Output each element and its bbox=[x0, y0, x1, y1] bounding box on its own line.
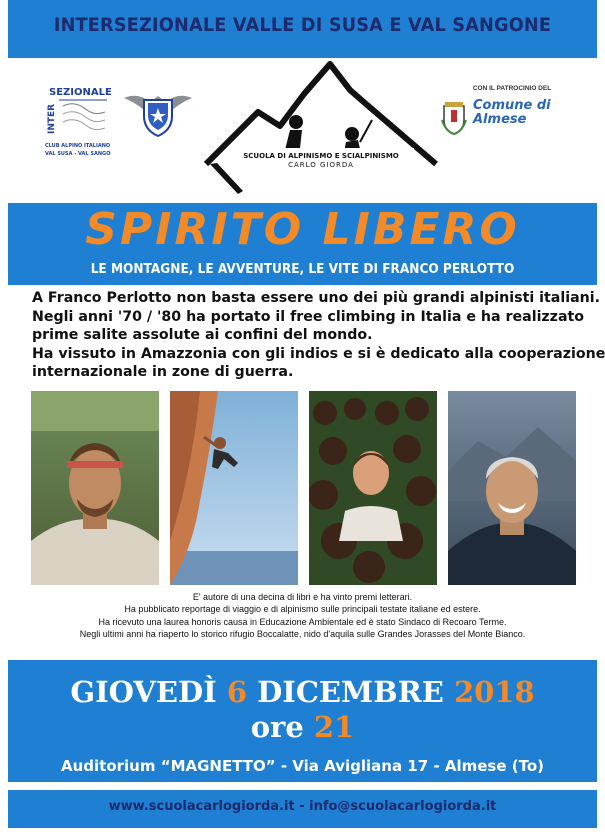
photo-portrait-young bbox=[31, 391, 159, 585]
comune-name bbox=[473, 99, 551, 127]
main-title: SPIRITO LIBERO bbox=[85, 204, 520, 255]
event-month: DICEMBRE bbox=[257, 675, 444, 709]
school-name-line2: CARLO GIORDA bbox=[288, 161, 354, 169]
event-day: GIOVEDÌ bbox=[70, 675, 217, 709]
footer-contacts: www.scuolacarlogiorda.it - info@scuolacarlogiorda.it bbox=[108, 799, 497, 814]
school-name-line1: SCUOLA DI ALPINISMO E SCIALPINISMO bbox=[243, 152, 399, 160]
header-title: INTERSEZIONALE VALLE DI SUSA E VAL SANGONE bbox=[53, 14, 552, 36]
intro-line: internazionale in zone di guerra. bbox=[32, 364, 294, 381]
comune-crest-icon bbox=[440, 100, 468, 136]
intersezionale-logo bbox=[45, 84, 111, 158]
event-time-prefix: ore bbox=[250, 710, 304, 744]
intro-line: A Franco Perlotto non basta essere uno dei più grandi alpinisti italiani. bbox=[32, 290, 601, 306]
photo-children bbox=[309, 391, 437, 585]
bio-line: Ha pubblicato reportage di viaggio e di alpinismo sulle principali testate italiane ed estere. bbox=[124, 604, 481, 615]
bio-line: E' autore di una decina di libri e ha vinto premi letterari. bbox=[192, 592, 413, 602]
event-date bbox=[8, 675, 597, 709]
intro-line: Negli anni '70 / '80 ha portato il free climbing in Italia e ha realizzato bbox=[32, 308, 585, 325]
school-mountain-logo bbox=[200, 60, 438, 196]
photo-climbing bbox=[170, 391, 298, 585]
intro-text bbox=[32, 289, 605, 382]
patrocinio-label: CON IL PATROCINIO DEL bbox=[472, 85, 552, 92]
comune-line1: Comune di bbox=[473, 98, 551, 113]
event-time-value: 21 bbox=[313, 710, 355, 744]
logo-valsusa-line: VAL SUSA - VAL SANGONE bbox=[45, 151, 111, 157]
logo-cai-line: CLUB ALPINO ITALIANO bbox=[45, 143, 111, 149]
logo-sezionale-big: SEZIONALE bbox=[49, 87, 111, 98]
comune-line2: Almese bbox=[473, 112, 527, 127]
bio-line: Ha ricevuto una laurea honoris causa in Educazione Ambientale ed è stato Sindaco di Recoaro Terme. bbox=[98, 616, 507, 627]
intro-line: prime salite assolute ai confini del mondo. bbox=[32, 327, 373, 344]
logo-sezionale-side: INTER bbox=[47, 103, 57, 134]
photo-portrait-smiling bbox=[448, 391, 576, 585]
event-year: 2018 bbox=[453, 675, 535, 709]
bio-text bbox=[8, 591, 597, 640]
subtitle: LE MONTAGNE, LE AVVENTURE, LE VITE DI FRANCO PERLOTTO bbox=[90, 261, 515, 277]
cai-eagle-emblem-icon bbox=[122, 88, 194, 144]
intro-line: Ha vissuto in Amazzonia con gli indios e si è dedicato alla cooperazione bbox=[32, 345, 605, 362]
event-venue: Auditorium “MAGNETTO” - Via Avigliana 17 - Almese (To) bbox=[61, 757, 544, 775]
bio-line: Negli ultimi anni ha riaperto lo storico rifugio Boccalatte, nido d'aquila sulle Grandes Jorasses del Monte Bianco. bbox=[79, 628, 526, 639]
event-day-number: 6 bbox=[226, 675, 248, 709]
event-time bbox=[8, 710, 597, 744]
